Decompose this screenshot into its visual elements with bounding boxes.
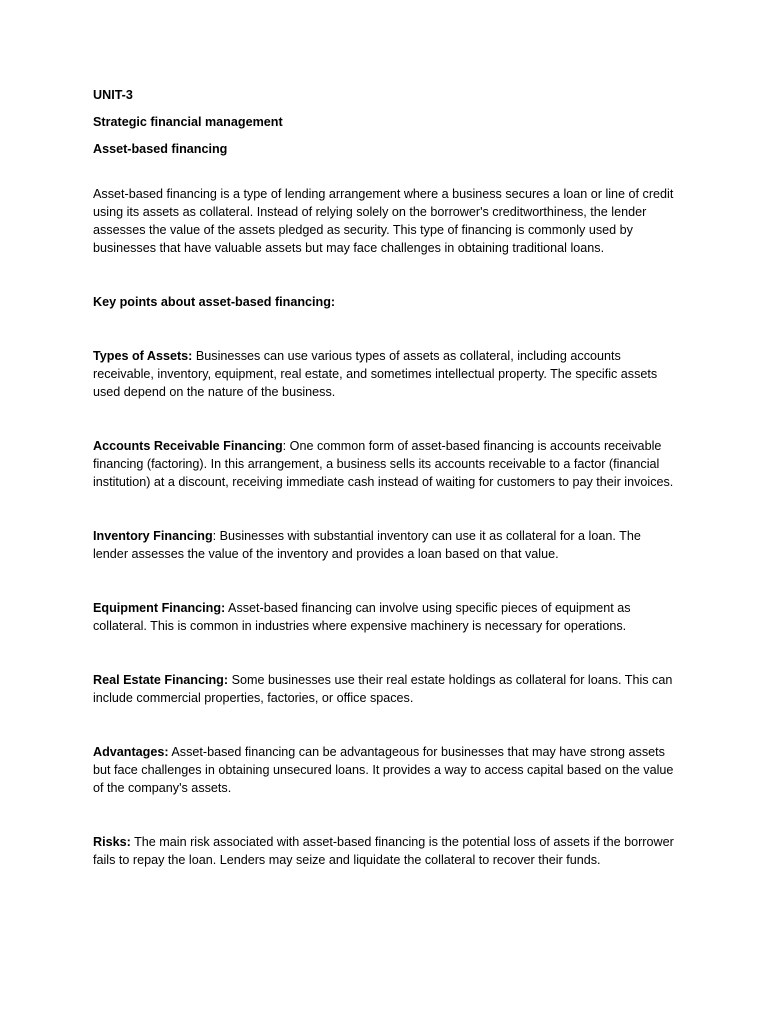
point-inventory-financing bbox=[93, 527, 678, 563]
point-advantages bbox=[93, 743, 678, 797]
point-accounts-receivable-financing bbox=[93, 437, 678, 491]
point-term: Accounts Receivable Financing bbox=[93, 439, 283, 453]
point-text: Some businesses use their real estate holdings as collateral for loans. This can include commercial properties, factories, or office spaces. bbox=[93, 673, 673, 705]
point-text: : Businesses with substantial inventory can use it as collateral for a loan. The lender assesses the value of the inventory and provides a loan based on that value. bbox=[93, 529, 641, 561]
point-term: Inventory Financing bbox=[93, 529, 213, 543]
point-term: Real Estate Financing: bbox=[93, 673, 229, 687]
point-term: Advantages: bbox=[93, 745, 169, 759]
subject-heading: Strategic financial management bbox=[93, 115, 283, 129]
topic-heading: Asset-based financing bbox=[93, 142, 228, 156]
point-term: Types of Assets: bbox=[93, 349, 193, 363]
point-real-estate-financing bbox=[93, 671, 678, 707]
point-text: Businesses can use various types of assets as collateral, including accounts receivable, inventory, equipment, real estate, and sometimes intellectual property. The specific assets used depend on the nature of the business. bbox=[93, 349, 658, 399]
unit-heading: UNIT-3 bbox=[93, 88, 133, 102]
point-text: The main risk associated with asset-based financing is the potential loss of assets if the borrower fails to repay the loan. Lenders may seize and liquidate the collateral to recover their funds. bbox=[93, 835, 674, 867]
point-text: Asset-based financing can involve using specific pieces of equipment as collateral. This is common in industries where expensive machinery is necessary for operations. bbox=[93, 601, 631, 633]
document-page bbox=[93, 86, 678, 869]
point-types-of-assets bbox=[93, 347, 678, 401]
point-text: Asset-based financing can be advantageous for businesses that may have strong assets but face challenges in obtaining unsecured loans. It provides a way to access capital based on the value of the company's assets. bbox=[93, 745, 674, 795]
point-equipment-financing bbox=[93, 599, 678, 635]
point-term: Equipment Financing: bbox=[93, 601, 226, 615]
intro-paragraph: Asset-based financing is a type of lending arrangement where a business secures a loan or line of credit using its assets as collateral. Instead of relying solely on the borrower's creditworthiness, the lender assesses the value of the assets pledged as security. This type of financing is commonly used by businesses that have valuable assets but may face challenges in obtaining traditional loans. bbox=[93, 187, 674, 255]
key-points-heading: Key points about asset-based financing: bbox=[93, 295, 336, 309]
point-term: Risks: bbox=[93, 835, 131, 849]
point-risks bbox=[93, 833, 678, 869]
point-text: : One common form of asset-based financing is accounts receivable financing (factoring). In this arrangement, a business sells its accounts receivable to a factor (financial institution) at a discount, receiving immediate cash instead of waiting for customers to pay their invoices. bbox=[93, 439, 674, 489]
